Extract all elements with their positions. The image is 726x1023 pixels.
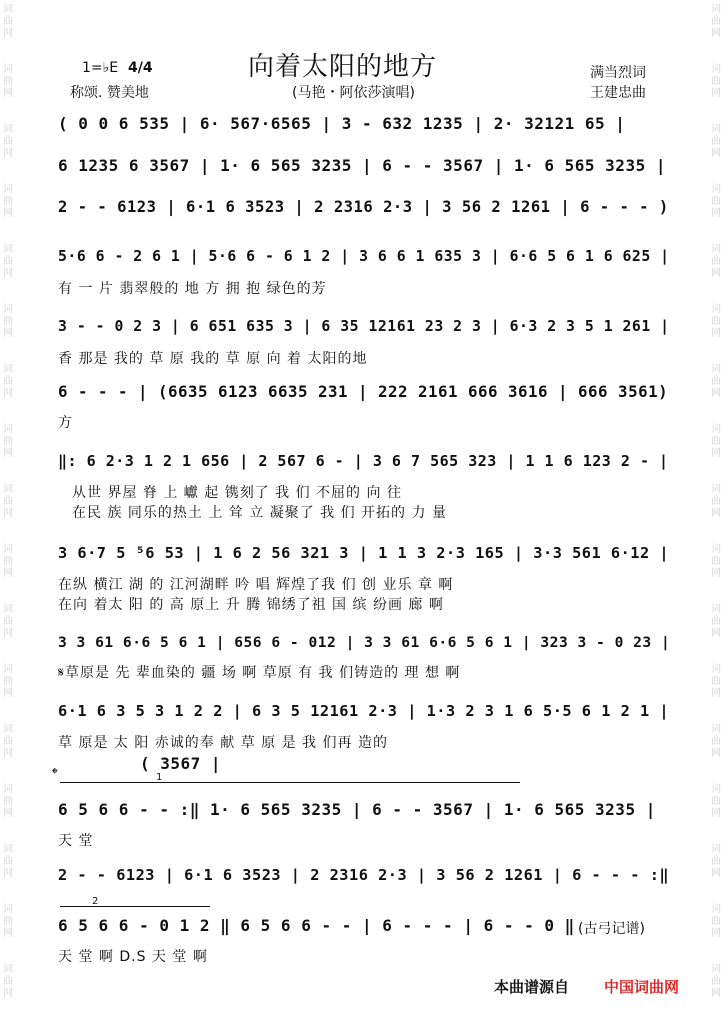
watermark: 词曲网 (3, 64, 13, 99)
volta-number-2: 2 (92, 896, 99, 907)
watermark: 词曲网 (711, 664, 721, 699)
watermark: 词曲网 (3, 4, 13, 39)
watermark: 词曲网 (711, 244, 721, 279)
score-line: 5·6 6 - 2 6 1 | 5·6 6 - 6 1 2 | 3 6 6 1 635 3 | 6·6 5 6 1 6 625 | (58, 248, 670, 265)
coda-sign-icon: 𝄌 (52, 764, 58, 783)
watermark: 词曲网 (711, 964, 721, 999)
lyric-line: 有 一 片 翡翠般的 地 方 拥 抱 绿色的芳 (58, 281, 327, 297)
watermark: 词曲网 (3, 424, 13, 459)
watermark: 词曲网 (711, 424, 721, 459)
lyric-line: 从世 界屋 脊 上 巘 起 镌刻了 我 们 不屈的 向 往 (72, 485, 402, 501)
transcriber-note: (古弓记谱) (578, 921, 645, 937)
score-line: 3 3 61 6·6 5 6 1 | 656 6 - 012 | 3 3 61 6·6 5 6 1 | 323 3 - 0 23 | (58, 634, 671, 651)
watermark: 词曲网 (711, 484, 721, 519)
watermark: 词曲网 (711, 4, 721, 39)
brand-link[interactable]: 中国词曲网 (604, 978, 680, 996)
watermark: 词曲网 (3, 604, 13, 639)
song-title: 向着太阳的地方 (248, 52, 438, 82)
watermark: 词曲网 (3, 364, 13, 399)
lyric-line: 方 (58, 415, 73, 431)
watermark: 词曲网 (3, 124, 13, 159)
volta-number-1: 1 (156, 772, 163, 783)
watermark: 词曲网 (3, 904, 13, 939)
watermark: 词曲网 (711, 604, 721, 639)
watermark: 词曲网 (711, 904, 721, 939)
volta-bracket-2 (60, 906, 210, 907)
volta-bracket-1 (60, 782, 520, 783)
watermark: 词曲网 (3, 184, 13, 219)
lyric-line: 草 原是 太 阳 赤诚的奉 献 草 原 是 我 们再 造的 (58, 735, 388, 751)
performance-style: 称颂. 赞美地 (70, 85, 149, 101)
lyric-line: 天 堂 啊 D.S 天 堂 啊 (58, 949, 208, 965)
score-line: 6 - - - | (6635 6123 6635 231 | 222 2161 666 3616 | 666 3561) (58, 382, 669, 401)
watermark: 词曲网 (711, 364, 721, 399)
lyricist-credit: 满当烈词 (590, 65, 646, 81)
lyric-line: 在向 着太 阳 的 高 原上 升 腾 锦绣了祖 国 缤 纷画 廊 啊 (58, 597, 444, 613)
watermark: 词曲网 (711, 124, 721, 159)
watermark: 词曲网 (711, 784, 721, 819)
watermark: 词曲网 (711, 64, 721, 99)
watermark: 词曲网 (711, 184, 721, 219)
score-line: 6 5 6 6 - - :‖ 1· 6 565 3235 | 6 - - 3567 | 1· 6 565 3235 | (58, 800, 656, 819)
watermark: 词曲网 (3, 964, 13, 999)
watermark: 词曲网 (711, 844, 721, 879)
lyric-line: 香 那是 我的 草 原 我的 草 原 向 着 太阳的地 (58, 351, 368, 367)
key-signature: 1=♭E (82, 60, 119, 76)
score-line: 6 1235 6 3567 | 1· 6 565 3235 | 6 - - 3567 | 1· 6 565 3235 | (58, 156, 666, 175)
watermark: 词曲网 (711, 544, 721, 579)
score-line: 6·1 6 3 5 3 1 2 2 | 6 3 5 12161 2·3 | 1·3 2 3 1 6 5·5 6 1 2 1 | (58, 702, 670, 720)
watermark: 词曲网 (3, 244, 13, 279)
watermark: 词曲网 (711, 304, 721, 339)
time-signature: 4/4 (128, 60, 153, 76)
watermark: 词曲网 (3, 664, 13, 699)
composer-credit: 王建忠曲 (590, 85, 646, 101)
lyric-line: 在纵 横江 湖 的 江河湖畔 吟 唱 辉煌了我 们 创 业乐 章 啊 (58, 577, 454, 593)
watermark: 词曲网 (3, 304, 13, 339)
watermark: 词曲网 (3, 544, 13, 579)
source-label: 本曲谱源自 (494, 978, 570, 996)
score-line: 3 - - 0 2 3 | 6 651 635 3 | 6 35 12161 23 2 3 | 6·3 2 3 5 1 261 | (58, 318, 670, 335)
watermark: 词曲网 (3, 484, 13, 519)
watermark: 词曲网 (3, 784, 13, 819)
score-line: 2 - - 6123 | 6·1 6 3523 | 2 2316 2·3 | 3 56 2 1261 | 6 - - - ) (58, 198, 669, 216)
singer-credit: (马艳・阿依莎演唱) (292, 85, 415, 101)
watermark: 词曲网 (3, 724, 13, 759)
lyric-line: 天 堂 (58, 833, 94, 849)
watermark: 词曲网 (711, 724, 721, 759)
score-line: 3 6·7 5 ⁵6 53 | 1 6 2 56 321 3 | 1 1 3 2·3 165 | 3·3 561 6·12 | (58, 544, 670, 562)
lyric-line: 在民 族 同乐的热土 上 耸 立 凝聚了 我 们 开拓的 力 量 (72, 505, 447, 521)
score-line: 6 5 6 6 - 0 1 2 ‖ 6 5 6 6 - - | 6 - - - | 6 - - 0 ‖ (58, 916, 575, 935)
watermark: 词曲网 (3, 844, 13, 879)
lyric-line: 𝄋草原是 先 辈血染的 疆 场 啊 草原 有 我 们铸造的 理 想 啊 (58, 665, 461, 681)
score-line: ( 0 0 6 535 | 6· 567·6565 | 3 - 632 1235 | 2· 32121 65 | (58, 114, 626, 133)
score-line: ‖: 6 2·3 1 2 1 656 | 2 567 6 - | 3 6 7 565 323 | 1 1 6 123 2 - | (58, 452, 669, 470)
score-line: 2 - - 6123 | 6·1 6 3523 | 2 2316 2·3 | 3 56 2 1261 | 6 - - - :‖ (58, 866, 670, 884)
bracket-notes: ( 3567 | (140, 754, 222, 773)
